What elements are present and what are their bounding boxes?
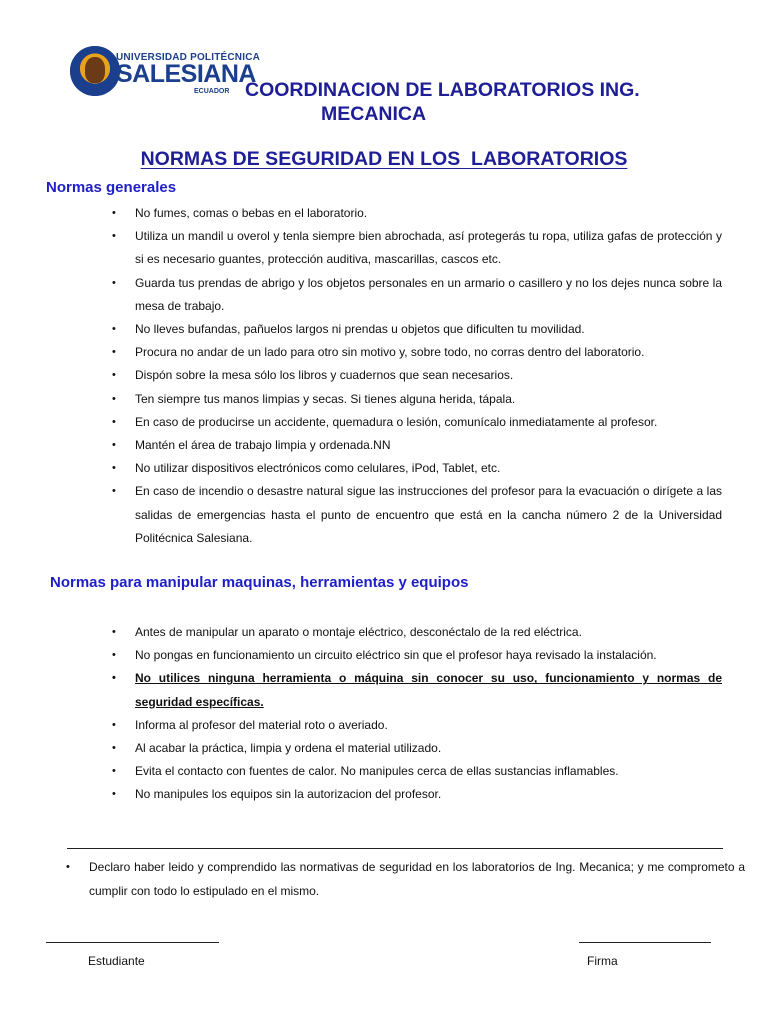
student-label: Estudiante	[88, 954, 145, 968]
list-item: • Utiliza un mandil u overol y tenla siempre bien abrochada, así protegerás tu ropa, utiliza gafas de protección y si es necesario guantes, protección auditiva, mascarillas, cascos etc.	[110, 225, 722, 271]
page-title	[0, 148, 768, 171]
heading-line2: MECANICA	[321, 103, 427, 125]
list-item: • Al acabar la práctica, limpia y ordena el material utilizado.	[110, 737, 722, 760]
section-heading-machines: Normas para manipular maquinas, herramientas y equipos	[50, 574, 469, 591]
list-item: • No fumes, comas o bebas en el laboratorio.	[110, 202, 722, 225]
declaration-text: • Declaro haber leido y comprendido las normativas de seguridad en los laboratorios de Ing. Mecanica; y me comprometo a cumplir con todo lo estipulado en el mismo.	[64, 856, 745, 903]
machine-rules-list	[110, 621, 722, 807]
list-item: • En caso de producirse un accidente, quemadura o lesión, comunícalo inmediatamente al profesor.	[110, 411, 722, 434]
list-item: • No lleves bufandas, pañuelos largos ni prendas u objetos que dificulten tu movilidad.	[110, 318, 722, 341]
list-item: • Antes de manipular un aparato o montaje eléctrico, desconéctalo de la red eléctrica.	[110, 621, 722, 644]
list-item: • Guarda tus prendas de abrigo y los objetos personales en un armario o casillero y no los dejes nunca sobre la mesa de trabajo.	[110, 272, 722, 318]
list-item: • No utilizar dispositivos electrónicos como celulares, iPod, Tablet, etc.	[110, 457, 722, 480]
signature-label: Firma	[587, 954, 618, 968]
logo-line2: SALESIANA	[116, 60, 256, 88]
list-item: • Dispón sobre la mesa sólo los libros y cuadernos que sean necesarios.	[110, 364, 722, 387]
list-item: • Evita el contacto con fuentes de calor. No manipules cerca de ellas sustancias inflamables.	[110, 760, 722, 783]
general-rules-list	[110, 202, 722, 550]
list-item-emphasized: • No utilices ninguna herramienta o máquina sin conocer su uso, funcionamiento y normas de seguridad específicas.	[110, 667, 722, 713]
coordination-heading	[245, 78, 725, 126]
student-signature-line	[46, 942, 219, 943]
list-item: • Informa al profesor del material roto o averiado.	[110, 714, 722, 737]
heading-line1: COORDINACION DE LABORATORIOS ING.	[245, 79, 640, 101]
list-item: • En caso de incendio o desastre natural sigue las instrucciones del profesor para la evacuación o dirígete a las salidas de emergencias hasta el punto de encuentro que está en la cancha número 2 de la Universidad Politécnica Salesiana.	[110, 480, 722, 550]
divider	[67, 848, 723, 849]
list-item: • Procura no andar de un lado para otro sin motivo y, sobre todo, no corras dentro del laboratorio.	[110, 341, 722, 364]
page-title-text: NORMAS DE SEGURIDAD EN LOS LABORATORIOS	[140, 148, 628, 170]
logo-emblem-icon	[70, 46, 120, 96]
list-item: • Ten siempre tus manos limpias y secas. Si tienes alguna herida, tápala.	[110, 388, 722, 411]
section-heading-general: Normas generales	[46, 179, 177, 196]
logo-line3: ECUADOR	[194, 88, 230, 95]
logo-line1: UNIVERSIDAD POLITÉCNICA	[116, 52, 261, 63]
list-item: • Mantén el área de trabajo limpia y ordenada.NN	[110, 434, 722, 457]
list-item: • No pongas en funcionamiento un circuito eléctrico sin que el profesor haya revisado la instalación.	[110, 644, 722, 667]
university-logo	[70, 44, 261, 100]
list-item: • No manipules los equipos sin la autorizacion del profesor.	[110, 783, 722, 806]
signature-line	[579, 942, 711, 943]
